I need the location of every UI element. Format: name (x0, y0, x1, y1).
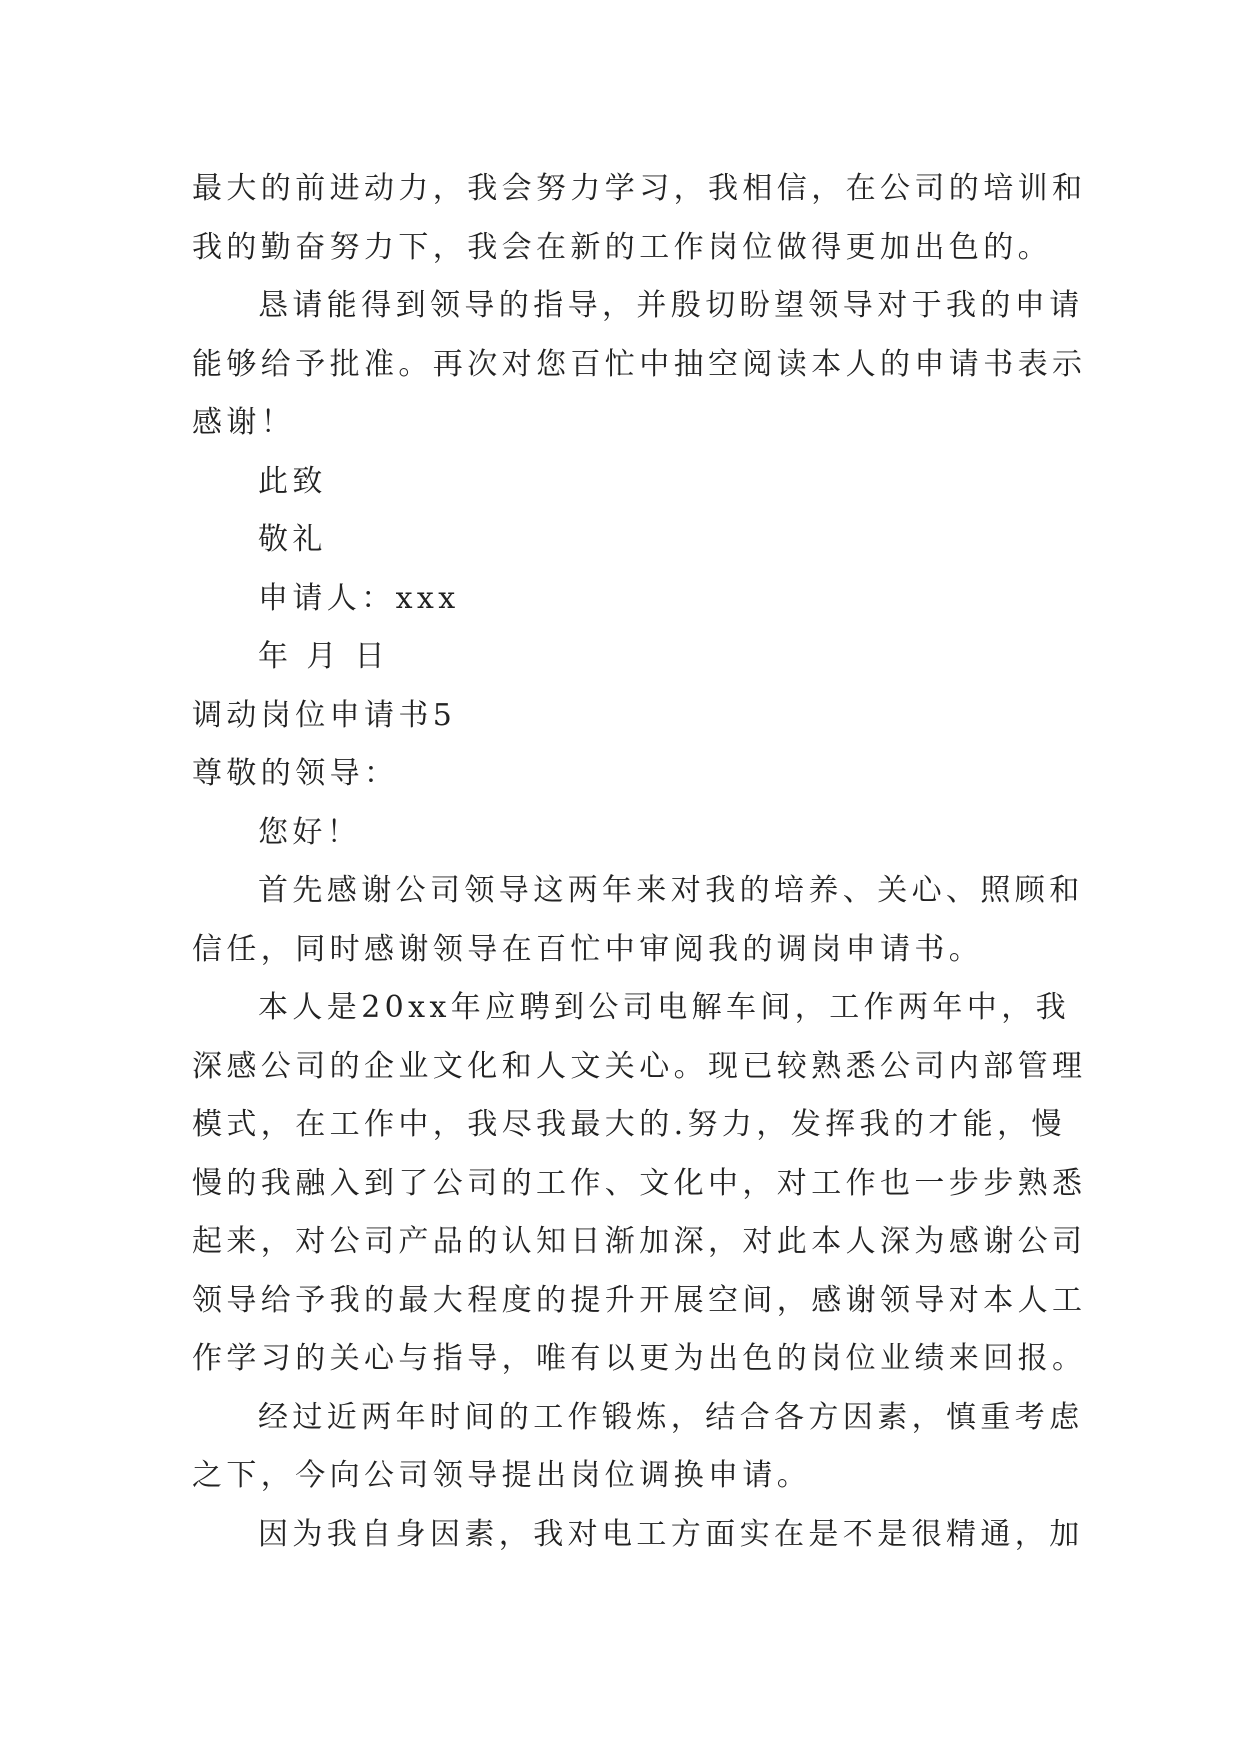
section-title: 调动岗位申请书5 (192, 697, 457, 733)
greeting: 您好！ (258, 814, 362, 850)
text-line: 本人是20xx年应聘到公司电解车间，工作两年中，我 (258, 990, 1071, 1025)
text-line: 深感公司的企业文化和人文关心。现已较熟悉公司内部管理 (192, 1048, 1087, 1084)
text-line: 感谢！ (192, 405, 296, 440)
text-line: 信任，同时感谢领导在百忙中审阅我的调岗申请书。 (192, 931, 984, 967)
text-line: 模式，在工作中，我尽我最大的.努力，发挥我的才能，慢 (192, 1107, 1066, 1142)
text-line: 经过近两年时间的工作锻炼，结合各方因素，慎重考虑 (258, 1399, 1084, 1435)
text-line: 领导给予我的最大程度的提升开展空间，感谢领导对本人工 (192, 1282, 1087, 1318)
text-line: 最大的前进动力，我会努力学习，我相信，在公司的培训和 (192, 171, 1087, 206)
letter-body (192, 160, 1087, 1564)
applicant-signature: 申请人：xxx (258, 580, 460, 616)
text-line: 起来，对公司产品的认知日渐加深，对此本人深为感谢公司 (192, 1224, 1087, 1259)
text-line: 因为我自身因素，我对电工方面实在是不是很精通，加 (258, 1516, 1084, 1552)
text-line: 能够给予批准。再次对您百忙中抽空阅读本人的申请书表示 (192, 346, 1087, 382)
text-line: 慢的我融入到了公司的工作、文化中，对工作也一步步熟悉 (192, 1165, 1087, 1201)
text-line: 作学习的关心与指导，唯有以更为出色的岗位业绩来回报。 (192, 1341, 1087, 1376)
date-line: 年 月 日 (258, 639, 390, 674)
greeting-recipient: 尊敬的领导： (192, 756, 399, 791)
text-line: 首先感谢公司领导这两年来对我的培养、关心、照顾和 (258, 873, 1084, 908)
text-line: 之下，今向公司领导提出岗位调换申请。 (192, 1458, 812, 1493)
closing-salutation: 此致 (258, 463, 327, 499)
text-line: 恳请能得到领导的指导，并殷切盼望领导对于我的申请 (258, 288, 1084, 323)
closing-regards: 敬礼 (258, 522, 327, 557)
text-line: 我的勤奋努力下，我会在新的工作岗位做得更加出色的。 (192, 229, 1052, 265)
